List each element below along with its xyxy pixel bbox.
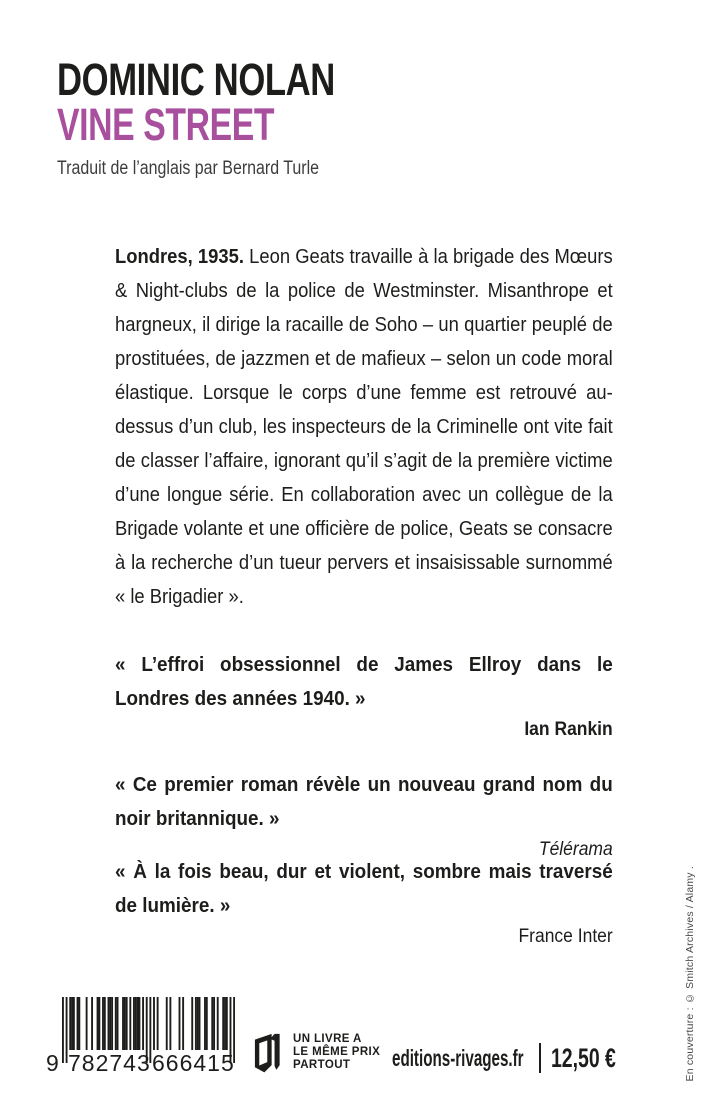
logo-text-line1: UN LIVRE A: [293, 1032, 362, 1045]
author-name: DOMINIC NOLAN: [57, 54, 335, 105]
logo-text-line3: PARTOUT: [293, 1058, 351, 1071]
open-book-icon: [252, 1030, 284, 1074]
separator-bar: [539, 1043, 541, 1073]
cover-photo-credit: En couverture : © Smitch Archives / Alamy .: [684, 866, 696, 1082]
synopsis-lead: Londres, 1935.: [115, 246, 244, 268]
synopsis: [115, 240, 613, 614]
quote-attribution: Ian Rankin: [524, 719, 613, 740]
barcode-digit-group1: 782743: [68, 1050, 151, 1076]
barcode-digit-group2: 666415: [152, 1050, 235, 1076]
publisher-website: editions-rivages.fr: [392, 1044, 524, 1071]
quote-attribution: Télérama: [538, 839, 613, 860]
synopsis-paragraph: [115, 240, 613, 614]
publisher-website-wrap: [392, 1045, 535, 1072]
translation-credit: Traduit de l’anglais par Bernard Turle: [57, 158, 320, 179]
barcode: [47, 997, 242, 1081]
book-title: VINE STREET: [57, 99, 275, 150]
quote-text: « Ce premier roman révèle un nouveau grand nom du noir britannique. »: [115, 773, 613, 830]
website-price-line: [392, 1042, 625, 1074]
price-wrap: [551, 1043, 625, 1074]
logo-text-line2: LE MÊME PRIX: [293, 1045, 381, 1058]
quote-attribution: France Inter: [518, 926, 613, 947]
price: 12,50 €: [551, 1042, 616, 1073]
review-quote-telerama: [115, 768, 613, 861]
review-quote-ian-rankin: [115, 648, 613, 741]
synopsis-text: Leon Geats travaille à la brigade des Mœurs & Night-clubs de la police de Westminster. Misanthrope et hargneux, il dirige la racaille de Soho – un quartier peuplé de prostituées, de jazzmen et de mafieux – selon un code moral élastique. Lorsque le corps d’une femme est retrouvé au-dessus d’un club, les inspecteurs de la Criminelle ont vite fait de classer l’affaire, ignorant qu’il s’agit de la première victime d’une longue série. En collaboration avec un collègue de la Brigade volante et une officière de police, Geats se consacre à la recherche d’un tueur pervers et insaisissable surnommé « le Brigadier ».: [115, 246, 613, 608]
quote-text: « À la fois beau, dur et violent, sombre mais traversé de lumière. »: [115, 860, 613, 917]
review-quote-france-inter: [115, 855, 613, 948]
fixed-price-logo: [252, 1030, 380, 1074]
barcode-digit-prefix: 9: [46, 1050, 59, 1076]
fixed-price-logo-text: [293, 1033, 380, 1072]
quote-text: « L’effroi obsessionnel de James Ellroy dans le Londres des années 1940. »: [115, 653, 613, 710]
barcode-digits: [46, 1050, 235, 1078]
